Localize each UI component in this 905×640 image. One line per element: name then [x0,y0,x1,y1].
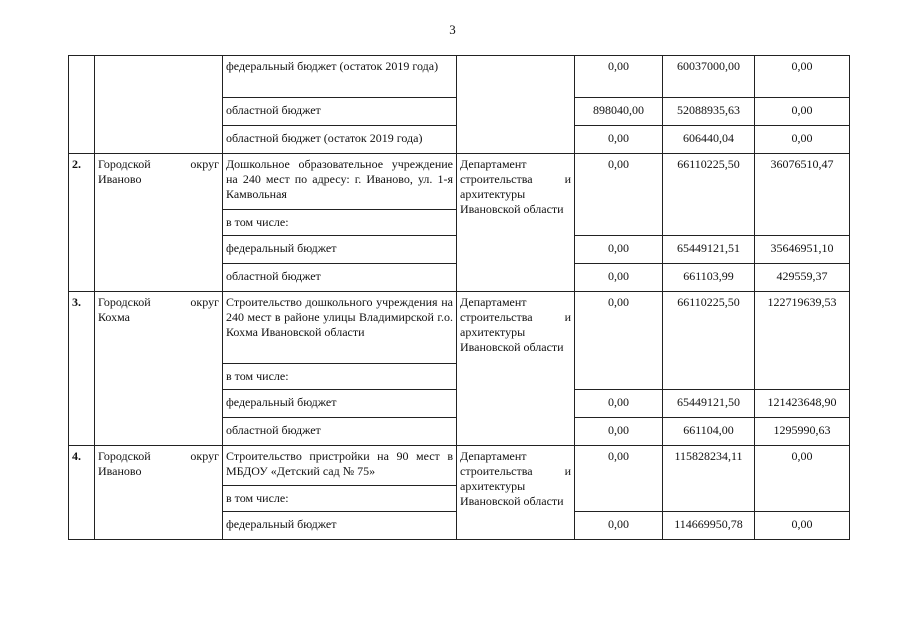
object-name: Строительство дошкольного учреждения на 240 мест в районе улицы Владимирской г.о. Кохма Ивановской области [223,292,457,364]
executor: Департамент строительства и архитектуры Ивановской области [457,154,575,292]
including-label: в том числе: [223,486,457,512]
object-name: Строительство пристройки на 90 мест в МБДОУ «Детский сад № 75» [223,446,457,486]
value-cell: 0,00 [575,390,663,418]
value-cell: 0,00 [575,446,663,512]
value-cell: 0,00 [755,56,850,98]
value-cell: 0,00 [575,236,663,264]
value-cell: 0,00 [575,512,663,540]
value-cell: 115828234,11 [663,446,755,512]
value-cell: 0,00 [755,98,850,126]
value-cell: 122719639,53 [755,292,850,390]
source-label: федеральный бюджет [223,390,457,418]
page-number: 3 [449,22,456,37]
budget-table [68,55,850,540]
value-cell: 0,00 [575,264,663,292]
value-cell: 66110225,50 [663,292,755,390]
value-cell: 606440,04 [663,126,755,154]
value-cell: 898040,00 [575,98,663,126]
including-label: в том числе: [223,364,457,390]
executor: Департамент строительства и архитектуры Ивановской области [457,446,575,540]
value-cell: 429559,37 [755,264,850,292]
executor: Департамент строительства и архитектуры Ивановской области [457,292,575,446]
value-cell: 0,00 [755,512,850,540]
source-label: федеральный бюджет [223,236,457,264]
value-cell: 0,00 [575,126,663,154]
value-cell: 0,00 [755,126,850,154]
value-cell: 35646951,10 [755,236,850,264]
object-name: Дошкольное образовательное учреждение на 240 мест по адресу: г. Иваново, ул. 1-я Камвольная [223,154,457,210]
row-number: 4. [69,446,95,540]
cell-empty-executor [457,56,575,154]
source-label: федеральный бюджет (остаток 2019 года) [223,56,457,98]
cell-empty-municipality [95,56,223,154]
source-label: областной бюджет [223,418,457,446]
value-cell: 1295990,63 [755,418,850,446]
source-label: федеральный бюджет [223,512,457,540]
value-cell: 0,00 [575,292,663,390]
value-cell: 0,00 [755,446,850,512]
value-cell: 121423648,90 [755,390,850,418]
value-cell: 52088935,63 [663,98,755,126]
row-number: 3. [69,292,95,446]
value-cell: 661103,99 [663,264,755,292]
row-number: 2. [69,154,95,292]
including-label: в том числе: [223,210,457,236]
municipality: Городской округ Иваново [95,154,223,292]
value-cell: 0,00 [575,56,663,98]
value-cell: 0,00 [575,154,663,236]
municipality: Городской округ Кохма [95,292,223,446]
source-label: областной бюджет [223,98,457,126]
value-cell: 65449121,50 [663,390,755,418]
source-label: областной бюджет (остаток 2019 года) [223,126,457,154]
value-cell: 36076510,47 [755,154,850,236]
value-cell: 65449121,51 [663,236,755,264]
cell-empty-num [69,56,95,154]
source-label: областной бюджет [223,264,457,292]
value-cell: 114669950,78 [663,512,755,540]
value-cell: 0,00 [575,418,663,446]
value-cell: 60037000,00 [663,56,755,98]
value-cell: 66110225,50 [663,154,755,236]
municipality: Городской округ Иваново [95,446,223,540]
value-cell: 661104,00 [663,418,755,446]
